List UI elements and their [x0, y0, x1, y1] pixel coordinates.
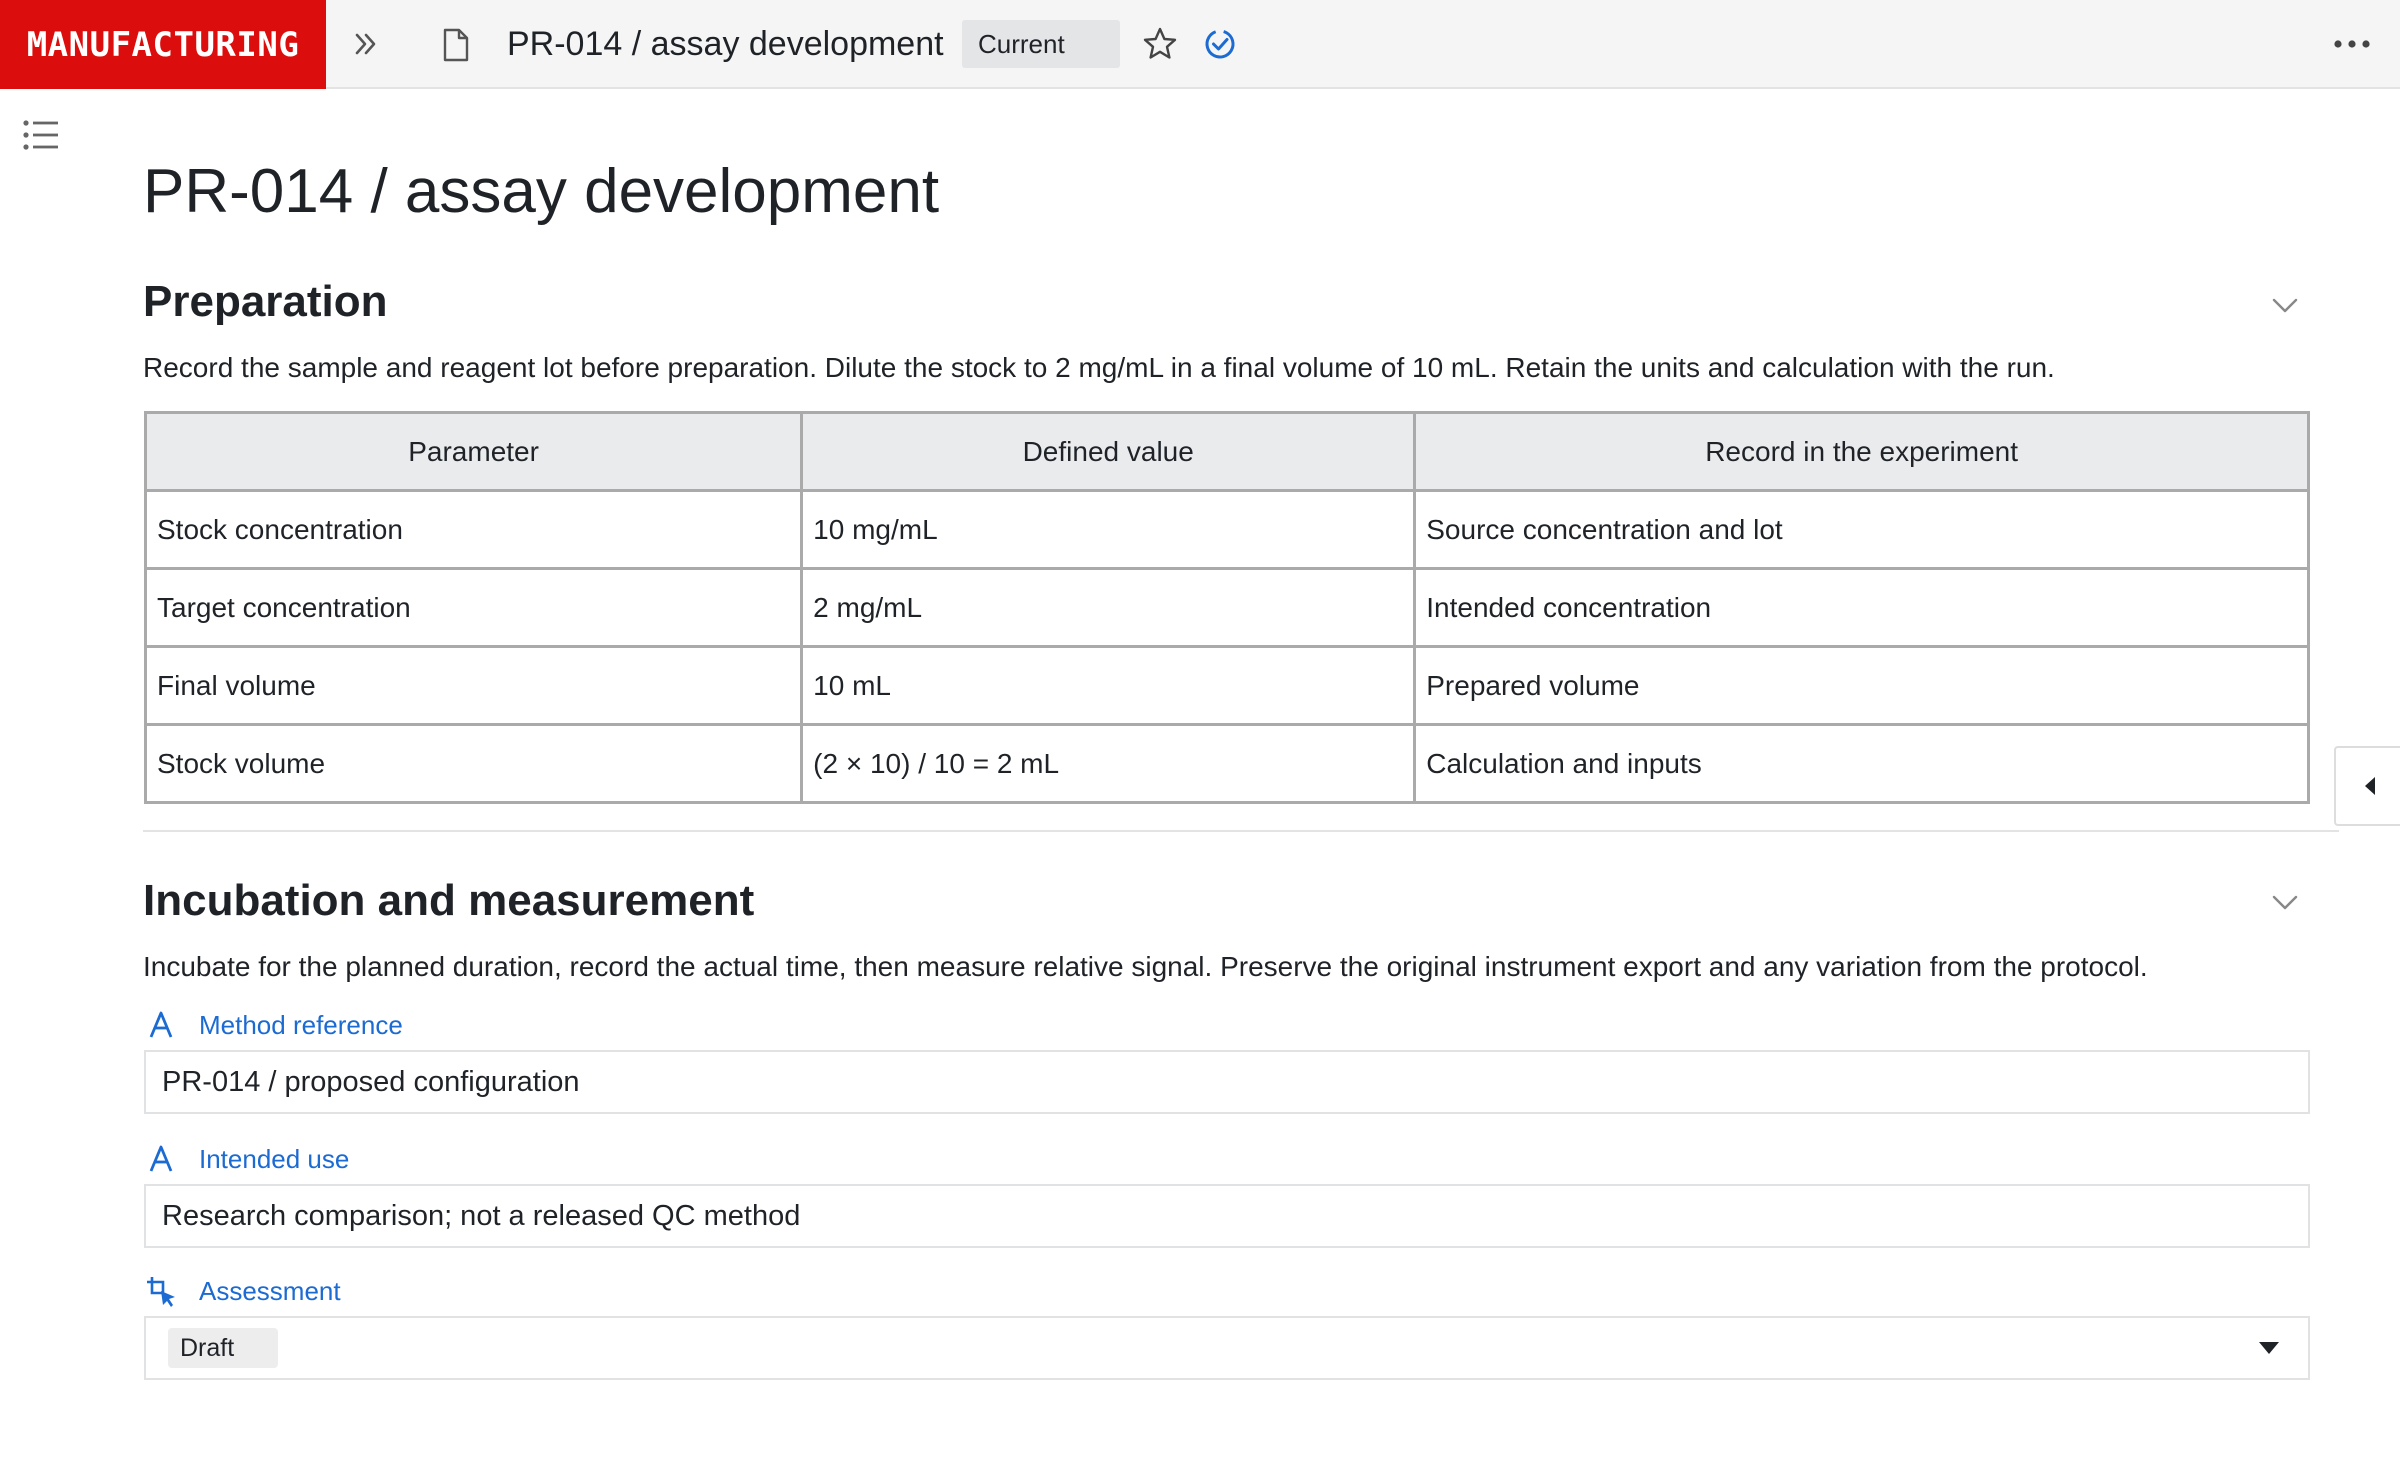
text-field-icon [143, 1007, 179, 1043]
intended-use-input[interactable]: Research comparison; not a released QC method [144, 1184, 2310, 1248]
table-cell: Stock volume [146, 725, 802, 803]
table-cell: Target concentration [146, 569, 802, 647]
intended-use-label: Intended use [199, 1143, 350, 1174]
parameters-table [144, 411, 2310, 804]
column-header: Defined value [802, 413, 1415, 491]
table-of-contents-button[interactable] [22, 118, 60, 152]
section-description-incubation: Incubate for the planned duration, record the actual time, then measure relative signal. Preserve the original instrument export and any variation from the protocol. [143, 951, 2148, 982]
method-reference-label: Method reference [199, 1009, 403, 1040]
star-icon [1140, 24, 1180, 64]
table-row [146, 569, 2309, 647]
table-cell: 2 mg/mL [802, 569, 1415, 647]
method-reference-label-row [143, 1007, 403, 1043]
page-title: PR-014 / assay development [143, 157, 940, 226]
intended-use-label-row [143, 1141, 349, 1177]
caret-left-icon [2362, 775, 2378, 797]
table-cell: (2 × 10) / 10 = 2 mL [802, 725, 1415, 803]
section-heading-preparation: Preparation [143, 277, 388, 326]
document-title: PR-014 / assay development [507, 25, 944, 63]
table-cell: Final volume [146, 647, 802, 725]
verified-status-button[interactable] [1200, 24, 1240, 64]
table-cell: Stock concentration [146, 491, 802, 569]
assessment-label: Assessment [199, 1275, 341, 1306]
version-selector[interactable]: Current [962, 20, 1120, 68]
side-panel-toggle[interactable] [2334, 746, 2400, 826]
more-options-button[interactable] [2330, 28, 2374, 60]
method-reference-input[interactable]: PR-014 / proposed configuration [144, 1050, 2310, 1114]
table-header-row [146, 413, 2309, 491]
document-icon [440, 27, 472, 63]
assessment-label-row [143, 1273, 341, 1309]
expand-sidebar-button[interactable] [348, 26, 384, 62]
brand-logo[interactable]: MANUFACTURING [0, 0, 326, 89]
column-header: Parameter [146, 413, 802, 491]
more-horizontal-icon [2332, 39, 2372, 49]
table-row [146, 647, 2309, 725]
table-row [146, 491, 2309, 569]
double-chevron-right-icon [351, 29, 381, 59]
verified-check-icon [1200, 24, 1240, 64]
section-description-preparation: Record the sample and reagent lot before preparation. Dilute the stock to 2 mg/mL in a final volume of 10 mL. Retain the units and calculation with the run. [143, 352, 2055, 383]
table-cell: Source concentration and lot [1415, 491, 2309, 569]
chevron-down-icon[interactable] [2268, 885, 2302, 919]
table-cell: 10 mL [802, 647, 1415, 725]
favorite-button[interactable] [1140, 24, 1180, 64]
list-icon [22, 118, 60, 152]
section-divider [143, 830, 2339, 832]
select-field-icon [143, 1273, 179, 1309]
chevron-down-icon[interactable] [2268, 288, 2302, 322]
section-heading-incubation: Incubation and measurement [143, 876, 755, 925]
assessment-select[interactable] [144, 1316, 2310, 1380]
text-field-icon [143, 1141, 179, 1177]
column-header: Record in the experiment [1415, 413, 2309, 491]
table-cell: Calculation and inputs [1415, 725, 2309, 803]
caret-down-icon [2258, 1340, 2280, 1356]
table-cell: 10 mg/mL [802, 491, 1415, 569]
assessment-selected-value: Draft [168, 1328, 278, 1368]
top-bar [0, 0, 2400, 89]
table-row [146, 725, 2309, 803]
table-cell: Prepared volume [1415, 647, 2309, 725]
table-cell: Intended concentration [1415, 569, 2309, 647]
